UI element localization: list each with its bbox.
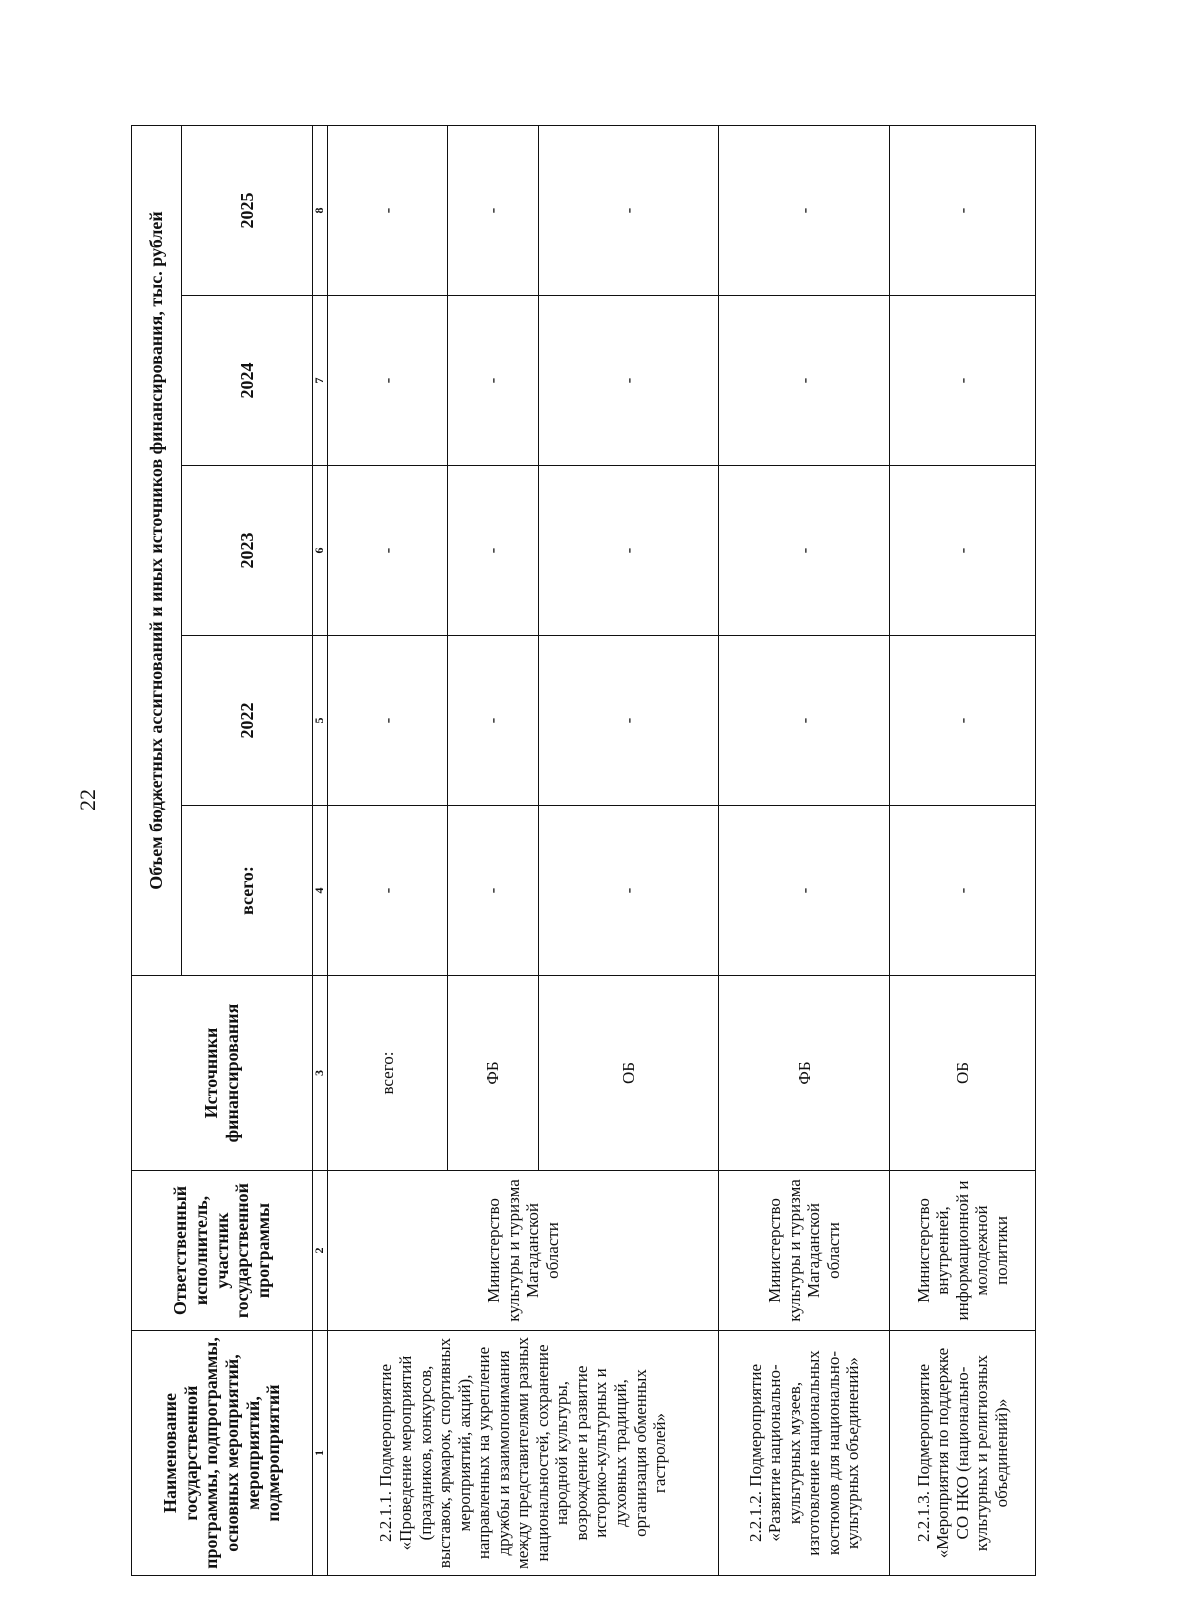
value-cell: -: [448, 806, 538, 976]
value-cell: -: [448, 296, 538, 466]
source-label: ОБ: [538, 976, 719, 1171]
value-cell: -: [327, 466, 448, 636]
header-sources: Источники финансирования: [132, 976, 313, 1171]
source-label: ФБ: [448, 976, 538, 1171]
column-number: 4: [312, 806, 327, 976]
value-cell: -: [538, 806, 719, 976]
value-cell: -: [890, 806, 1036, 976]
header-2024: 2024: [182, 296, 313, 466]
row-executor: Министерство внутренней, информационной и молодежной политики: [890, 1171, 1036, 1331]
funding-table: [131, 125, 1036, 1576]
header-2025: 2025: [182, 125, 313, 295]
value-cell: -: [719, 296, 890, 466]
rotated-table-wrapper: [131, 126, 1036, 1576]
column-number: 7: [312, 296, 327, 466]
value-cell: -: [719, 466, 890, 636]
value-cell: -: [538, 636, 719, 806]
table-row: [890, 125, 1036, 1575]
page-number: 22: [75, 789, 100, 811]
row-name: 2.2.1.3. Подмероприятие «Мероприятия по поддержке СО НКО (национально-культурных и религиозных объединений)»: [890, 1331, 1036, 1576]
column-number: 2: [312, 1171, 327, 1331]
value-cell: -: [890, 466, 1036, 636]
value-cell: -: [719, 636, 890, 806]
table-row: [719, 125, 890, 1575]
table-row: [327, 125, 448, 1575]
source-label: ОБ: [890, 976, 1036, 1171]
value-cell: -: [538, 466, 719, 636]
value-cell: -: [327, 296, 448, 466]
source-label: ФБ: [719, 976, 890, 1171]
header-executor: Ответственный исполнитель, участник государственной программы: [132, 1171, 313, 1331]
value-cell: -: [719, 806, 890, 976]
header-total: всего:: [182, 806, 313, 976]
row-executor: Министерство культуры и туризма Магаданской области: [719, 1171, 890, 1331]
column-number: 8: [312, 125, 327, 295]
column-number: 1: [312, 1331, 327, 1576]
value-cell: -: [448, 125, 538, 295]
value-cell: -: [890, 636, 1036, 806]
column-number: 6: [312, 466, 327, 636]
value-cell: -: [448, 636, 538, 806]
column-numbers-row: [312, 125, 327, 1575]
value-cell: -: [327, 125, 448, 295]
value-cell: -: [890, 296, 1036, 466]
header-2023: 2023: [182, 466, 313, 636]
column-number: 3: [312, 976, 327, 1171]
value-cell: -: [538, 125, 719, 295]
column-number: 5: [312, 636, 327, 806]
row-name: 2.2.1.2. Подмероприятие «Развитие национально-культурных музеев, изготовление национальных костюмов для национально-культурных объединений»: [719, 1331, 890, 1576]
value-cell: -: [890, 125, 1036, 295]
value-cell: -: [448, 466, 538, 636]
value-cell: -: [538, 296, 719, 466]
row-name: 2.2.1.1. Подмероприятие «Проведение мероприятий (праздников, конкурсов, выставок, ярмарок, спортивных мероприятий, акций), направленных на укрепление дружбы и взаимопонимания между представителями разных национальностей, сохранение народной культуры, возрождение и развитие историко-культурных и духовных традиций, организация обменных гастролей»: [327, 1331, 719, 1576]
header-2022: 2022: [182, 636, 313, 806]
source-label: всего:: [327, 976, 448, 1171]
header-name: Наименование государственной программы, подпрограммы, основных мероприятий, мероприятий, подмероприятий: [132, 1331, 313, 1576]
value-cell: -: [719, 125, 890, 295]
value-cell: -: [327, 636, 448, 806]
header-funding: Объем бюджетных ассигнований и иных источников финансирования, тыс. рублей: [132, 125, 182, 975]
value-cell: -: [327, 806, 448, 976]
row-executor: Министерство культуры и туризма Магаданской области: [327, 1171, 719, 1331]
